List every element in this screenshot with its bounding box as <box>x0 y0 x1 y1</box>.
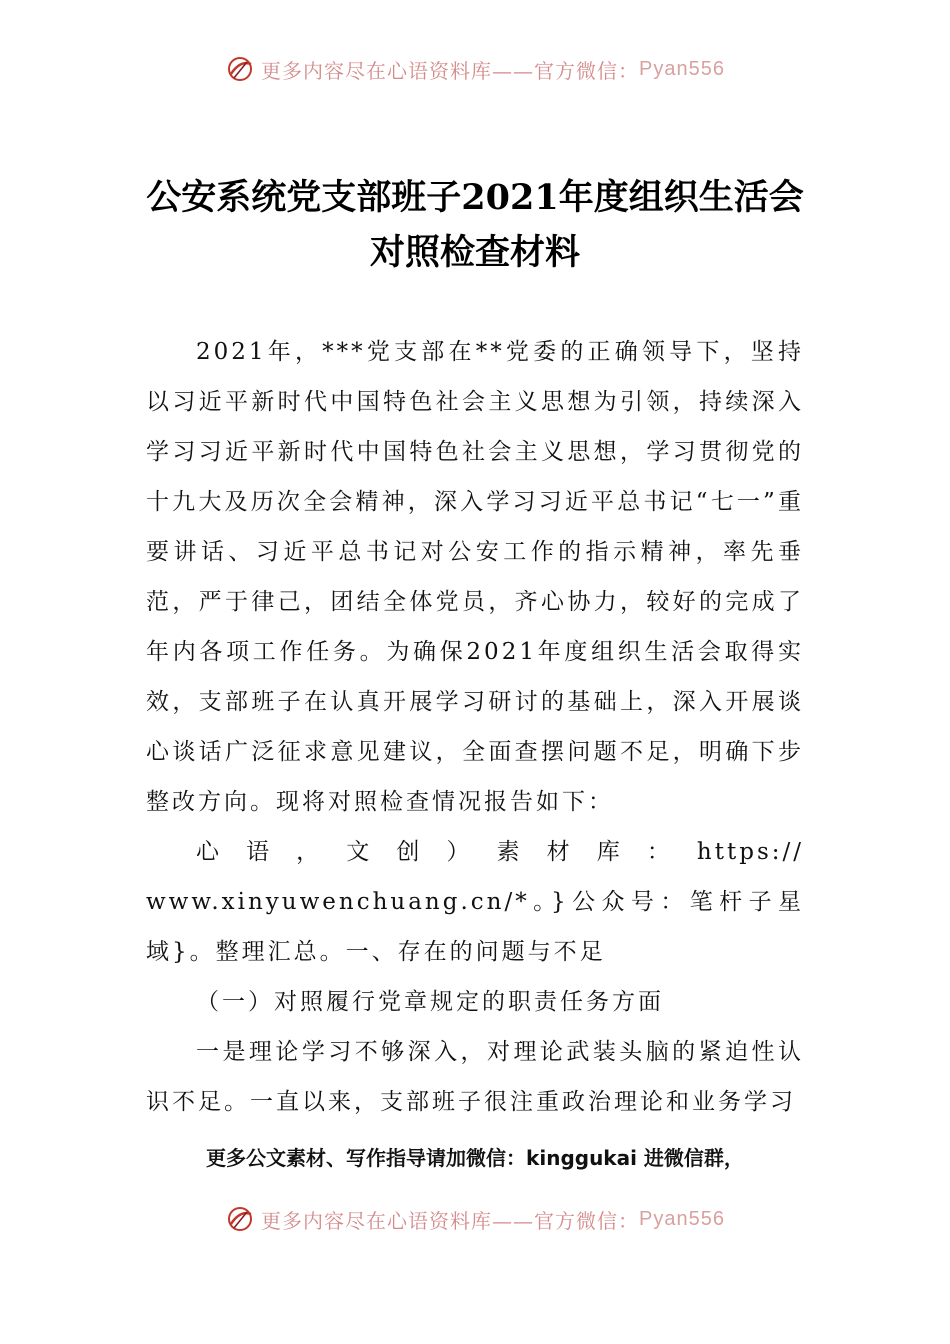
brand-logo-icon <box>225 1204 255 1234</box>
paragraph-source-line-1: 心语，文创）素材库：https:// <box>196 839 804 865</box>
document-title <box>120 170 830 280</box>
paragraph-source-line-2: www.xinyuwenchuang.cn/*。}公众号：笔杆子星域}。整理汇总。一、存在的问题与不足 <box>146 889 804 965</box>
title-line-1: 公安系统党支部班子2021年度组织生活会 <box>146 177 804 218</box>
watermark-text: 更多内容尽在心语资料库——官方微信： <box>261 58 640 83</box>
brand-logo-icon <box>225 54 255 84</box>
section-heading-1: （一）对照履行党章规定的职责任务方面 <box>196 989 664 1015</box>
paragraph-point-1: 一是理论学习不够深入，对理论武装头脑的紧迫性认识不足。一直以来，支部班子很注重政治理论和业务学习 <box>146 1039 804 1115</box>
paragraph-intro: 2021年，***党支部在**党委的正确领导下，坚持以习近平新时代中国特色社会主义思想为引领，持续深入学习习近平新时代中国特色社会主义思想，学习贯彻党的十九大及历次全会精神，深入学习习近平总书记“七一”重要讲话、习近平总书记对公安工作的指示精神，率先垂范，严于律己，团结全体党员，齐心协力，较好的完成了年内各项工作任务。为确保2021年度组织生活会取得实效，支部班子在认真开展学习研讨的基础上，深入开展谈心谈话广泛征求意见建议，全面查摆问题不足，明确下步整改方向。现将对照检查情况报告如下： <box>146 339 804 815</box>
title-line-2: 对照检查材料 <box>369 232 580 273</box>
watermark-footer <box>0 1202 950 1236</box>
document-body <box>146 327 804 1127</box>
footer-advertisement: 更多公文素材、写作指导请加微信：kinggukai 进微信群， <box>206 1146 744 1170</box>
watermark-wechat-id: Pyan556 <box>639 1207 725 1230</box>
watermark-wechat-id: Pyan556 <box>639 57 725 80</box>
watermark-text: 更多内容尽在心语资料库——官方微信： <box>261 1208 640 1233</box>
watermark-header <box>0 52 950 86</box>
